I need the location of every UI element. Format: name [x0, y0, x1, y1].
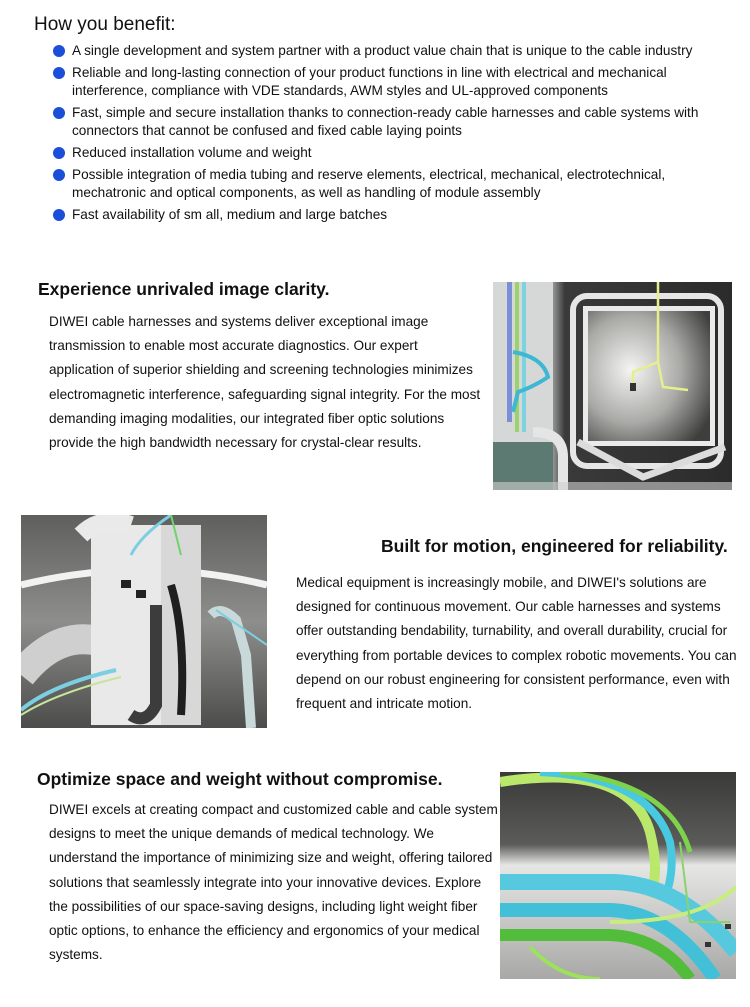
benefit-text: Possible integration of media tubing and reserve elements, electrical, mechanical, electrotechnical, mechatronic and optical components, as well as handling of module assembly: [72, 167, 666, 200]
bullet-icon: [53, 45, 65, 57]
benefit-text: Fast, simple and secure installation thanks to connection-ready cable harnesses and cable systems with connectors that cannot be confused and fixed cable laying points: [72, 105, 699, 138]
section-title-image-clarity: Experience unrivaled image clarity.: [38, 279, 330, 299]
monitor-cable-harness-image: [493, 282, 732, 490]
bullet-icon: [53, 147, 65, 159]
benefit-text: Fast availability of sm all, medium and large batches: [72, 207, 388, 222]
section-title-motion: Built for motion, engineered for reliability.: [381, 536, 728, 556]
section-title-space-weight: Optimize space and weight without compromise.: [37, 769, 443, 789]
benefit-text: Reduced installation volume and weight: [72, 145, 312, 160]
benefit-item: [52, 206, 742, 224]
benefit-text: Reliable and long-lasting connection of your product functions in line with electrical and mechanical interference, compliance with VDE standards, AWM styles and UL-approved components: [72, 65, 667, 98]
section-body-space-weight: DIWEI excels at creating compact and customized cable and cable system designs to meet the unique demands of medical technology. We understand the importance of minimizing size and weight, offering tailored solutions that seamlessly integrate into your innovative devices. Explore the possibilities of our space-saving designs, including light weight fiber optic options, to enhance the efficiency and ergonomics of your medical systems.: [49, 802, 498, 963]
benefit-text: A single development and system partner with a product value chain that is unique to the cable industry: [72, 43, 693, 58]
green-blue-cable-bundle-image: [500, 772, 736, 979]
benefit-item: [52, 104, 742, 140]
bullet-icon: [53, 169, 65, 181]
section-body-motion: Medical equipment is increasingly mobile, and DIWEI's solutions are designed for continuous movement. Our cable harnesses and systems offer outstanding bendability, turnability, and overall durability, crucial for everything from portable devices to complex robotic movements. You can depend on our robust engineering for consistent performance, even with frequent and intricate motion.: [296, 575, 737, 712]
benefit-item: [52, 64, 742, 100]
benefit-item: [52, 42, 742, 60]
robotic-arm-cable-chain-image: [21, 515, 267, 728]
bullet-icon: [53, 209, 65, 221]
section-body-image-clarity: DIWEI cable harnesses and systems deliver exceptional image transmission to enable most accurate diagnostics. Our expert application of superior shielding and screening technologies minimizes electromagnetic interference, safeguarding signal integrity. For the most demanding imaging modalities, our integrated fiber optic solutions provide the high bandwidth necessary for crystal-clear results.: [49, 314, 481, 451]
bullet-icon: [53, 67, 65, 79]
benefit-item: [52, 166, 742, 202]
benefits-list: [52, 42, 742, 228]
benefit-item: [52, 144, 742, 162]
benefits-title: How you benefit:: [34, 14, 176, 35]
bullet-icon: [53, 107, 65, 119]
